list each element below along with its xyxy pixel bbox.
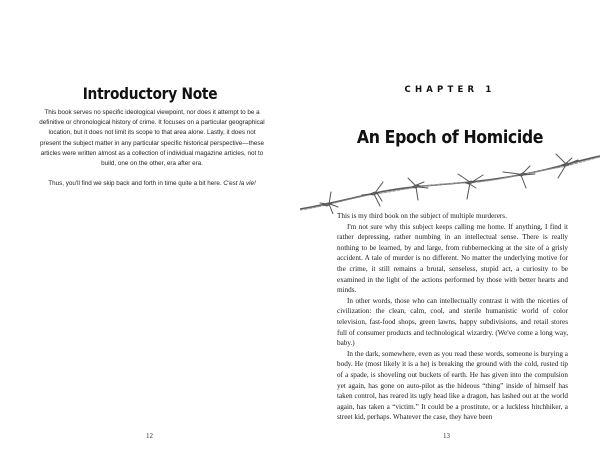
intro-closing-italic: C'est la vie! bbox=[223, 180, 256, 188]
body-paragraph: This is my third book on the subject of multiple murderers. bbox=[337, 212, 507, 220]
page-number-left: 12 bbox=[146, 432, 153, 440]
intro-closing-line bbox=[38, 179, 266, 189]
chapter-body-text bbox=[337, 211, 568, 427]
right-page bbox=[300, 0, 600, 450]
chapter-title: An Epoch of Homicide bbox=[356, 128, 544, 148]
body-paragraph: I'm not sure why this subject keeps calling me home. If anything, I find it rather depressing, rather numbing in an intellectual sense. There is really nothing to be learned, by and large, from rubbernecking at the site of a grisly accident. A tale of murder is no different. No matter the underlying motive for the crime, it still remains a brutal, senseless, stupid act, a curiosity to be examined in the light of the actions performed by those with better hearts and minds. bbox=[337, 222, 568, 295]
intro-paragraph: This book serves no specific ideological viewpoint, nor does it attempt to be a definitive or chronological history of crime. It focuses on a particular geographical location, but it does not limit its scope to that area alone. Lastly, it does not present the subject matter in any particular specific historical perspective—these articles were written almost as a collection of individual magazine articles, not to build, one on the other, era after era. bbox=[39, 109, 265, 168]
body-paragraph: In the dark, somewhere, even as you read these words, someone is burying a body. He (most likely it is a he) is breaking the ground with the cold, rusted tip of a spade, is shoveling out buckets of earth. He has given into the compulsion yet again, has gone on auto-pilot as the hideous “thing” inside of himself has taken control, has reared its ugly head like a dragon, has lashed out at the world again, has taken a “victim.” It could be a prostitute, or a luckless hitchhiker, a street kid, perhaps. Whatever the case, they have been bbox=[337, 349, 568, 422]
introductory-note-body bbox=[38, 108, 266, 199]
body-paragraph: In other words, those who can intellectually contrast it with the niceties of civilization: the clean, calm, cool, and sterile humanistic world of color television, fast-food shops, green lawns, happy subdivisions, and retail stores full of consumer products and technological wizardry. (We've come a long way, baby.) bbox=[337, 296, 568, 348]
page-number-right: 13 bbox=[443, 432, 450, 440]
introductory-note-title: Introductory Note bbox=[82, 84, 218, 103]
intro-closing-text: Thus, you'll find we skip back and forth in time quite a bit here. bbox=[48, 180, 224, 188]
barbed-wire-icon bbox=[300, 152, 600, 214]
chapter-label: CHAPTER 1 bbox=[404, 85, 496, 95]
